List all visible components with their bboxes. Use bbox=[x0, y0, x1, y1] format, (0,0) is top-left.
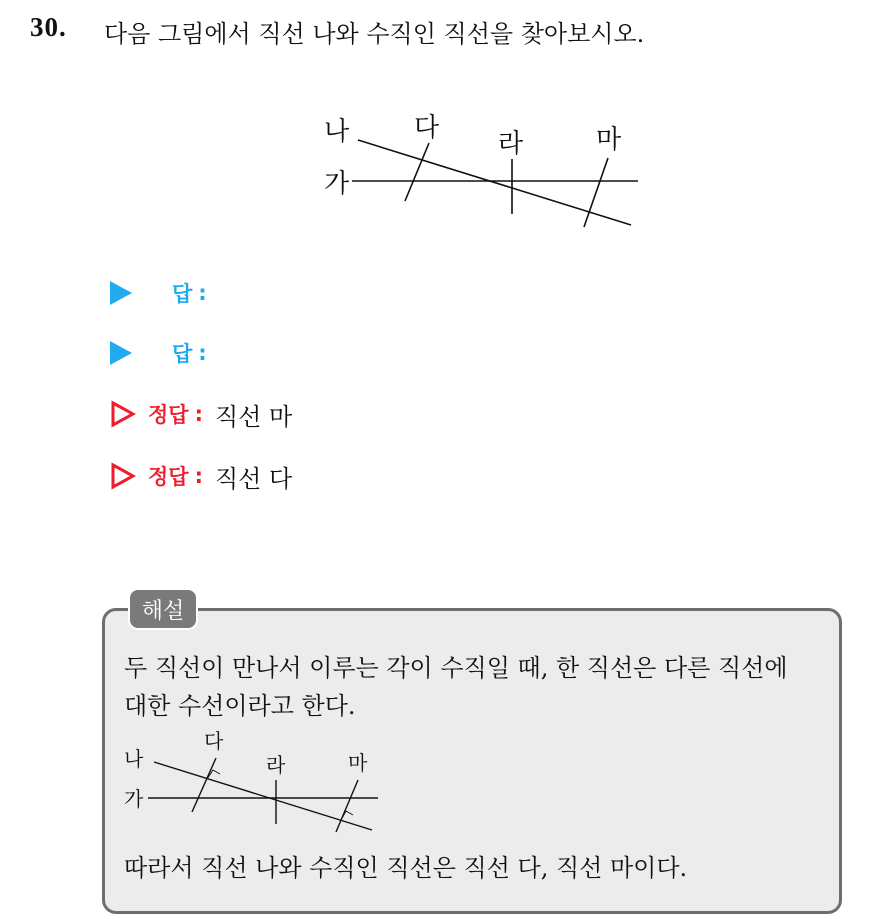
question-text: 다음 그림에서 직선 나와 수직인 직선을 찾아보시오. bbox=[104, 20, 645, 48]
explanation-figure bbox=[120, 728, 390, 834]
answer-row-1 bbox=[110, 276, 219, 310]
line-da bbox=[405, 143, 429, 201]
label-na: 나 bbox=[324, 117, 350, 147]
answer-colon: : bbox=[198, 281, 207, 305]
label-ra: 라 bbox=[498, 129, 524, 159]
correct-answer-row-1 bbox=[110, 397, 292, 431]
explanation-line-2: 대한 수선이라고 한다. bbox=[124, 692, 356, 720]
label-ga: 가 bbox=[324, 169, 350, 199]
explanation-line-1: 두 직선이 만나서 이루는 각이 수직일 때, 한 직선은 다른 직선에 bbox=[124, 654, 788, 682]
label-ma: 마 bbox=[348, 751, 368, 775]
line-na bbox=[154, 762, 372, 830]
label-da: 다 bbox=[204, 729, 224, 753]
play-outline-icon bbox=[110, 400, 136, 428]
correct-answer-value: 직선 다 bbox=[214, 464, 293, 493]
explanation-tab: 해설 bbox=[128, 588, 198, 630]
correct-answer-label: 정답 bbox=[148, 465, 189, 489]
label-ra: 라 bbox=[266, 753, 286, 777]
line-da bbox=[192, 758, 216, 812]
correct-answer-value: 직선 마 bbox=[214, 402, 293, 431]
correct-answer-colon: : bbox=[194, 464, 203, 488]
label-ga: 가 bbox=[124, 787, 144, 811]
correct-answer-colon: : bbox=[194, 402, 203, 426]
correct-answer-label: 정답 bbox=[148, 403, 189, 427]
answer-label: 답 bbox=[172, 342, 193, 366]
play-outline-icon bbox=[110, 462, 136, 490]
answer-row-2 bbox=[110, 336, 219, 370]
explanation-line-3: 따라서 직선 나와 수직인 직선은 직선 다, 직선 마이다. bbox=[124, 854, 688, 882]
answer-colon: : bbox=[198, 341, 207, 365]
answer-label: 답 bbox=[172, 282, 193, 306]
line-na bbox=[358, 140, 631, 225]
label-ma: 마 bbox=[596, 125, 622, 155]
play-icon bbox=[110, 281, 132, 305]
question-number: 30. bbox=[30, 12, 67, 42]
correct-answer-row-2 bbox=[110, 459, 292, 493]
play-icon bbox=[110, 341, 132, 365]
label-da: 다 bbox=[414, 113, 440, 143]
lines-figure bbox=[300, 100, 660, 240]
label-na: 나 bbox=[124, 747, 144, 771]
